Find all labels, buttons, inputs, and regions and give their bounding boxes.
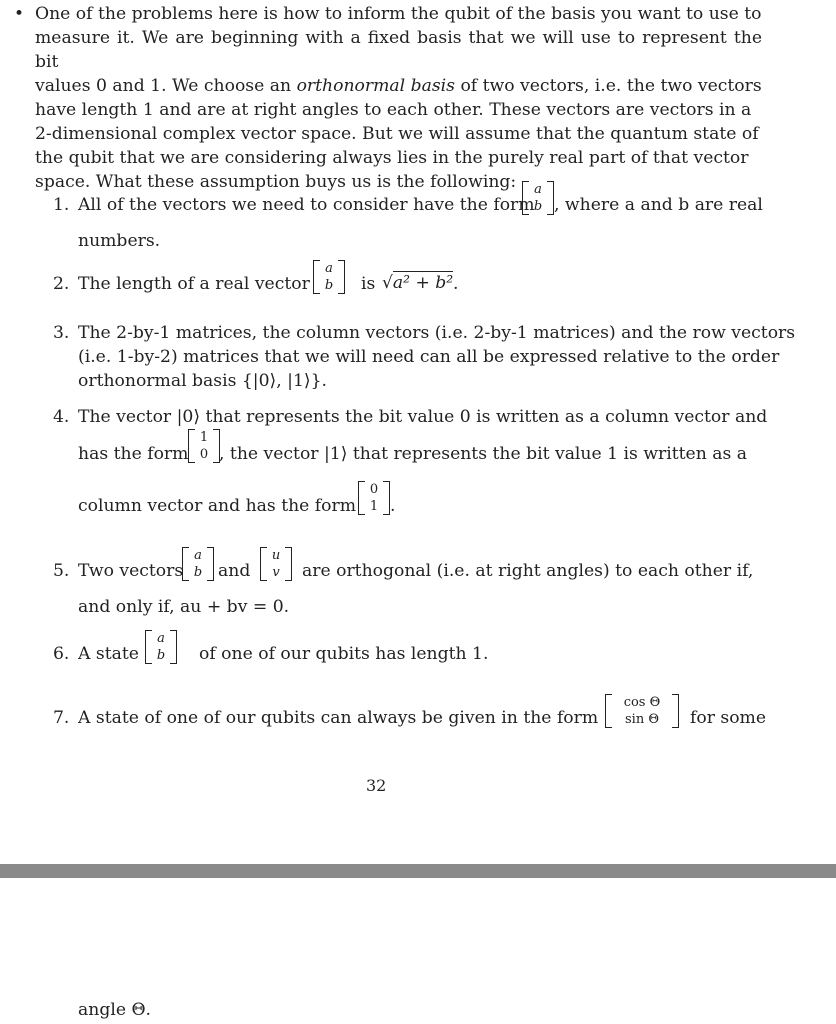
list-item-6: [53, 631, 763, 672]
item-text: orthonormal basis {|0⟩, |1⟩}.: [78, 371, 328, 391]
item-text: is: [361, 274, 376, 294]
list-item-2: 2. The length of a real vector a b is √a² + b² .: [53, 261, 459, 294]
item-text: are orthogonal (i.e. at right angles) to each other if,: [302, 561, 754, 581]
item-text: has the form: [78, 444, 189, 464]
list-item-3: [53, 321, 796, 393]
page-separator: [0, 864, 836, 878]
sqrt-expression: √a² + b²: [382, 273, 454, 293]
item-number: 2.: [53, 274, 70, 294]
list-item-4: 4. The vector |0⟩ that represents the bit value 0 is written as a column vector and has the form 1 0 , the vector |1⟩ that represents the bit value 1 is written as a column vector and has the form 0 1 .: [53, 407, 768, 516]
item-text: The length of a real vector: [78, 274, 310, 294]
intro-line: values 0 and 1. We choose an orthonormal basis of two vectors, i.e. the two vectors: [35, 76, 762, 96]
bullet-marker: •: [14, 4, 25, 24]
item-number: 6.: [53, 644, 70, 664]
column-vector: a b: [522, 181, 554, 215]
item-text: Two vectors: [78, 561, 184, 581]
item-text: and only if, au + bv = 0.: [78, 597, 290, 617]
list-item-5: [53, 548, 763, 617]
item-text: numbers.: [78, 231, 161, 251]
item-text: , where a and b are real: [554, 195, 763, 215]
intro-line: have length 1 and are at right angles to each other. These vectors are vectors in a: [35, 100, 752, 120]
intro-paragraph: [35, 2, 762, 194]
item-number: 7.: [53, 708, 70, 728]
item-number: 1.: [53, 195, 70, 215]
column-vector: a b: [182, 547, 214, 581]
intro-line: the qubit that we are considering always lies in the purely real part of that vector: [35, 148, 749, 168]
item-text: A state of one of our qubits can always be given in the form: [78, 708, 599, 728]
item-text: and: [218, 561, 251, 581]
intro-line: space. What these assumption buys us is the following:: [35, 172, 517, 192]
item-text: of one of our qubits has length 1.: [199, 644, 489, 664]
page-number: 32: [366, 776, 387, 795]
ket-one-vector: 0 1: [358, 481, 390, 515]
item-text: The vector |0⟩ that represents the bit value 0 is written as a column vector and: [78, 407, 768, 427]
intro-line: measure it. We are beginning with a fixed basis that we will use to represent the bit: [35, 28, 762, 72]
list-item-7: [53, 695, 767, 736]
column-vector: u v: [260, 547, 292, 581]
item-text: The 2-by-1 matrices, the column vectors (i.e. 2-by-1 matrices) and the row vectors: [78, 323, 796, 343]
state-vector: cos Θ sin Θ: [605, 694, 679, 728]
item-text: A state: [78, 644, 139, 664]
orthonormal-basis-term: orthonormal basis: [296, 76, 455, 96]
item-text: for some: [690, 708, 767, 728]
item-text: (i.e. 1-by-2) matrices that we will need can all be expressed relative to the order: [78, 347, 780, 367]
item-text: , the vector |1⟩ that represents the bit value 1 is written as a: [219, 444, 748, 464]
column-vector: a b: [313, 260, 345, 294]
item-number: 4.: [53, 407, 70, 427]
next-page-continuation: angle Θ.: [78, 1000, 152, 1020]
ket-zero-vector: 1 0: [188, 429, 220, 463]
intro-line: 2-dimensional complex vector space. But we will assume that the quantum state of: [35, 124, 759, 144]
list-item-1: [53, 182, 763, 253]
item-number: 3.: [53, 323, 70, 343]
item-text: column vector and has the form: [78, 496, 357, 516]
item-number: 5.: [53, 561, 70, 581]
item-text: All of the vectors we need to consider have the form: [78, 195, 535, 215]
column-vector: a b: [145, 630, 177, 664]
intro-line: One of the problems here is how to inform the qubit of the basis you want to use to: [35, 4, 762, 24]
